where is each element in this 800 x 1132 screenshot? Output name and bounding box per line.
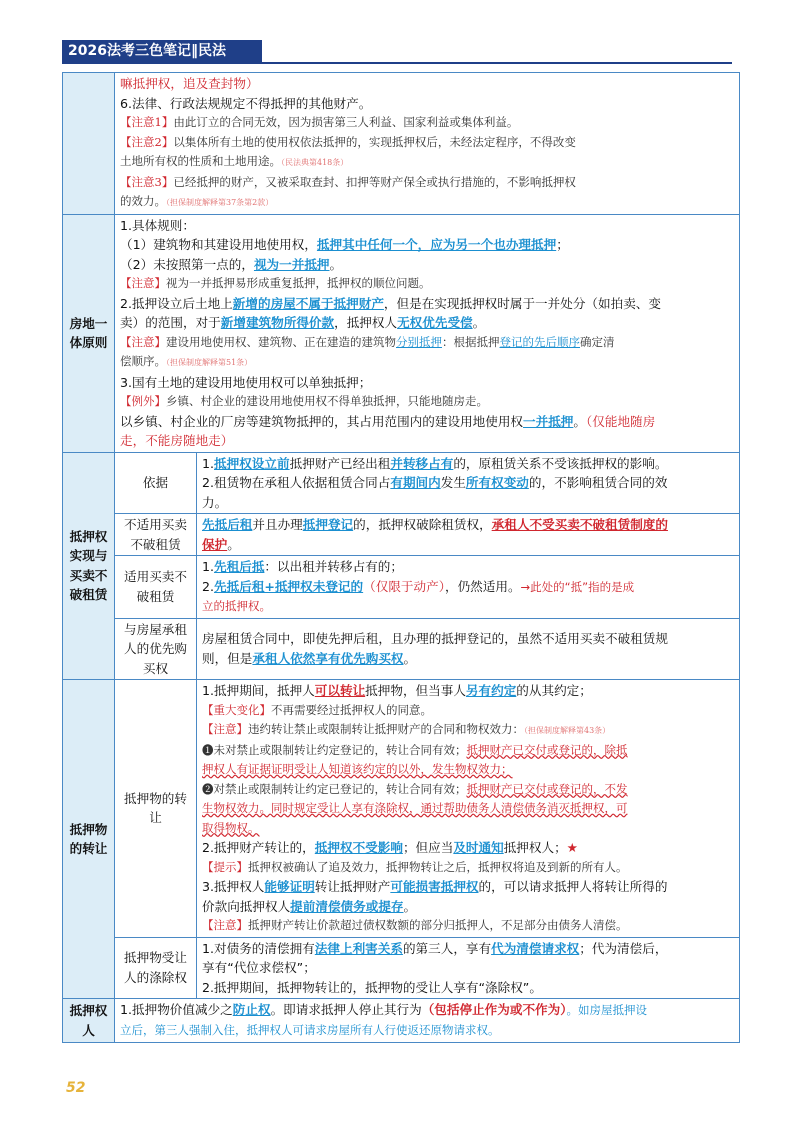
note-line: 【提示】抵押权被确认了追及效力，抵押物转让之后，抵押权将追及到新的所有人。 [202, 859, 628, 874]
notes-table [62, 72, 740, 1043]
text-line: 2.抵押财产转让的，抵押权不受影响；但应当及时通知抵押权人；★ [202, 840, 578, 855]
table-row [63, 937, 740, 999]
text-line: 则，但是承租人依然享有优先购买权。 [202, 650, 417, 666]
text-line: 立的抵押权。 [202, 599, 271, 613]
table-row [63, 214, 740, 452]
content-cell [115, 73, 740, 215]
note-line: 【注意】建设用地使用权、建筑物、正在建造的建筑物分别抵押：根据抵押登记的先后顺序确定清 [120, 334, 615, 349]
text-line: 卖）的范围，对于新增建筑物所得价款，抵押权人无权优先受偿。 [120, 315, 486, 330]
row-label-empty [63, 73, 115, 215]
note-line: 【重大变化】不再需要经过抵押权人的同意。 [202, 702, 432, 717]
row-label: 抵押权人 [63, 999, 115, 1043]
text-line: 1.抵押物价值减少之防止权。即请求抵押人停止其行为（包括停止作为或不作为）。如房屋抵押设 [120, 1002, 648, 1017]
page-number: 52 [66, 1080, 86, 1096]
content-cell [115, 214, 740, 452]
text-line: 嘛抵押权，追及查封物） [120, 76, 259, 91]
content-cell [197, 680, 740, 938]
content-cell [197, 937, 740, 999]
text-line: 2.先抵后租+抵押权未登记的（仅限于动产），仍然适用。→此处的“抵”指的是成 [202, 578, 635, 594]
sub-label: 适用买卖不破租赁 [115, 556, 197, 619]
note-line: 的效力。（担保制度解释第37条第2款） [120, 194, 274, 208]
text-line: 1.具体规则： [120, 217, 195, 233]
text-line: 以乡镇、村企业的厂房等建筑物抵押的，其占用范围内的建设用地使用权一并抵押。（仅能地随房 [120, 413, 656, 429]
text-line: 立后，第三人强制入住，抵押权人可请求房屋所有人行使返还原物请求权。 [120, 1022, 500, 1037]
text-line: 1.抵押期间，抵押人可以转让抵押物，但当事人另有约定的从其约定； [202, 683, 592, 698]
text-line: 力。 [202, 494, 228, 510]
text-line: 1.抵押权设立前抵押财产已经出租并转移占有的，原租赁关系不受该抵押权的影响。 [202, 455, 668, 471]
text-line: 3.国有土地的建设用地使用权可以单独抵押； [120, 374, 372, 390]
text-line: 1.对债务的清偿拥有法律上利害关系的第三人，享有代为清偿请求权；代为清偿后， [202, 940, 668, 956]
sub-label: 抵押物的转让 [115, 680, 197, 938]
content-cell [197, 556, 740, 619]
text-line: 2.抵押期间，抵押物转让的，抵押物的受让人享有“涤除权”。 [202, 979, 542, 995]
text-line: 享有“代位求偿权”； [202, 960, 316, 975]
text-line: 价款向抵押权人提前清偿债务或提存。 [202, 898, 417, 914]
text-line: 6.法律、行政法规规定不得抵押的其他财产。 [120, 95, 372, 111]
note-line: ❶未对禁止或限制转让约定登记的，转让合同有效；抵押财产已交付或登记的，除抵 [202, 742, 628, 757]
table-row [63, 556, 740, 619]
table-row [63, 73, 740, 215]
content-cell [197, 618, 740, 680]
table-row [63, 452, 740, 514]
table-row [63, 680, 740, 938]
note-line: 【例外】乡镇、村企业的建设用地使用权不得单独抵押，只能地随房走。 [120, 394, 488, 408]
text-line: 3.抵押权人能够证明转让抵押财产可能损害抵押权的，可以请求抵押人将转让所得的 [202, 879, 668, 894]
text-line: 2.租赁物在承租人依据租赁合同占有期间内发生所有权变动的，不影响租赁合同的效 [202, 475, 668, 490]
content-cell [197, 514, 740, 556]
note-line: 【注意2】以集体所有土地的使用权依法抵押的，实现抵押权后，未经法定程序，不得改变 [120, 134, 576, 149]
note-line: 偿顺序。（担保制度解释第51条） [120, 354, 253, 368]
sub-label: 抵押物受让人的涤除权 [115, 937, 197, 999]
header-rule [62, 62, 732, 64]
note-line: ❷对禁止或限制转让约定已登记的，转让合同有效；抵押财产已交付或登记的，不发 [202, 781, 628, 796]
row-label: 房地一体原则 [63, 214, 115, 452]
note-line: 押权人有证据证明受让人知道该约定的以外，发生物权效力； [202, 762, 513, 776]
sub-label: 依据 [115, 452, 197, 514]
note-line: 【注意】视为一并抵押易形成重复抵押，抵押权的顺位问题。 [120, 276, 431, 290]
table-row [63, 618, 740, 680]
row-label: 抵押物的转让 [63, 680, 115, 999]
note-line: 取得物权。 [202, 820, 260, 835]
content-cell [115, 999, 740, 1043]
note-line: 【注意】违约转让禁止或限制转让抵押财产的合同和物权效力：（担保制度解释第43条） [202, 722, 611, 736]
text-line: 房屋租赁合同中，即使先押后租，且办理的抵押登记的，虽然不适用买卖不破租赁规 [202, 631, 668, 647]
text-line: 2.抵押设立后土地上新增的房屋不属于抵押财产，但是在实现抵押权时属于一并处分（如拍卖、变 [120, 295, 661, 311]
sub-label: 不适用买卖不破租赁 [115, 514, 197, 556]
text-line: 先抵后租并且办理抵押登记的，抵押权破除租赁权，承租人不受买卖不破租赁制度的 [202, 517, 668, 532]
header-title: 2026法考三色笔记‖民法 [62, 40, 262, 62]
text-line: 保护。 [202, 536, 240, 552]
table-row [63, 999, 740, 1043]
text-line: （2）未按照第一点的，视为一并抵押。 [120, 256, 343, 272]
table-row [63, 514, 740, 556]
note-line: 土地所有权的性质和土地用途。（民法典第418条） [120, 154, 349, 168]
content-cell [197, 452, 740, 514]
text-line: 1.先租后抵：以出租并转移占有的； [202, 559, 403, 574]
note-line: 生物权效力。同时规定受让人享有涤除权，通过帮助债务人清偿债务消灭抵押权，可 [202, 801, 628, 815]
note-line: 【注意3】已经抵押的财产，又被采取查封、扣押等财产保全或执行措施的，不影响抵押权 [120, 174, 576, 189]
row-label: 抵押权实现与买卖不破租赁 [63, 452, 115, 680]
text-line: （1）建筑物和其建设用地使用权，抵押其中任何一个，应为另一个也办理抵押； [120, 237, 569, 252]
note-line: 【注意】抵押财产转让价款超过债权数额的部分归抵押人，不足部分由债务人清偿。 [202, 918, 628, 932]
text-line: 走，不能房随地走） [120, 433, 234, 448]
sub-label: 与房屋承租人的优先购买权 [115, 618, 197, 680]
note-line: 【注意1】由此订立的合同无效，因为损害第三人利益、国家利益或集体利益。 [120, 115, 519, 129]
